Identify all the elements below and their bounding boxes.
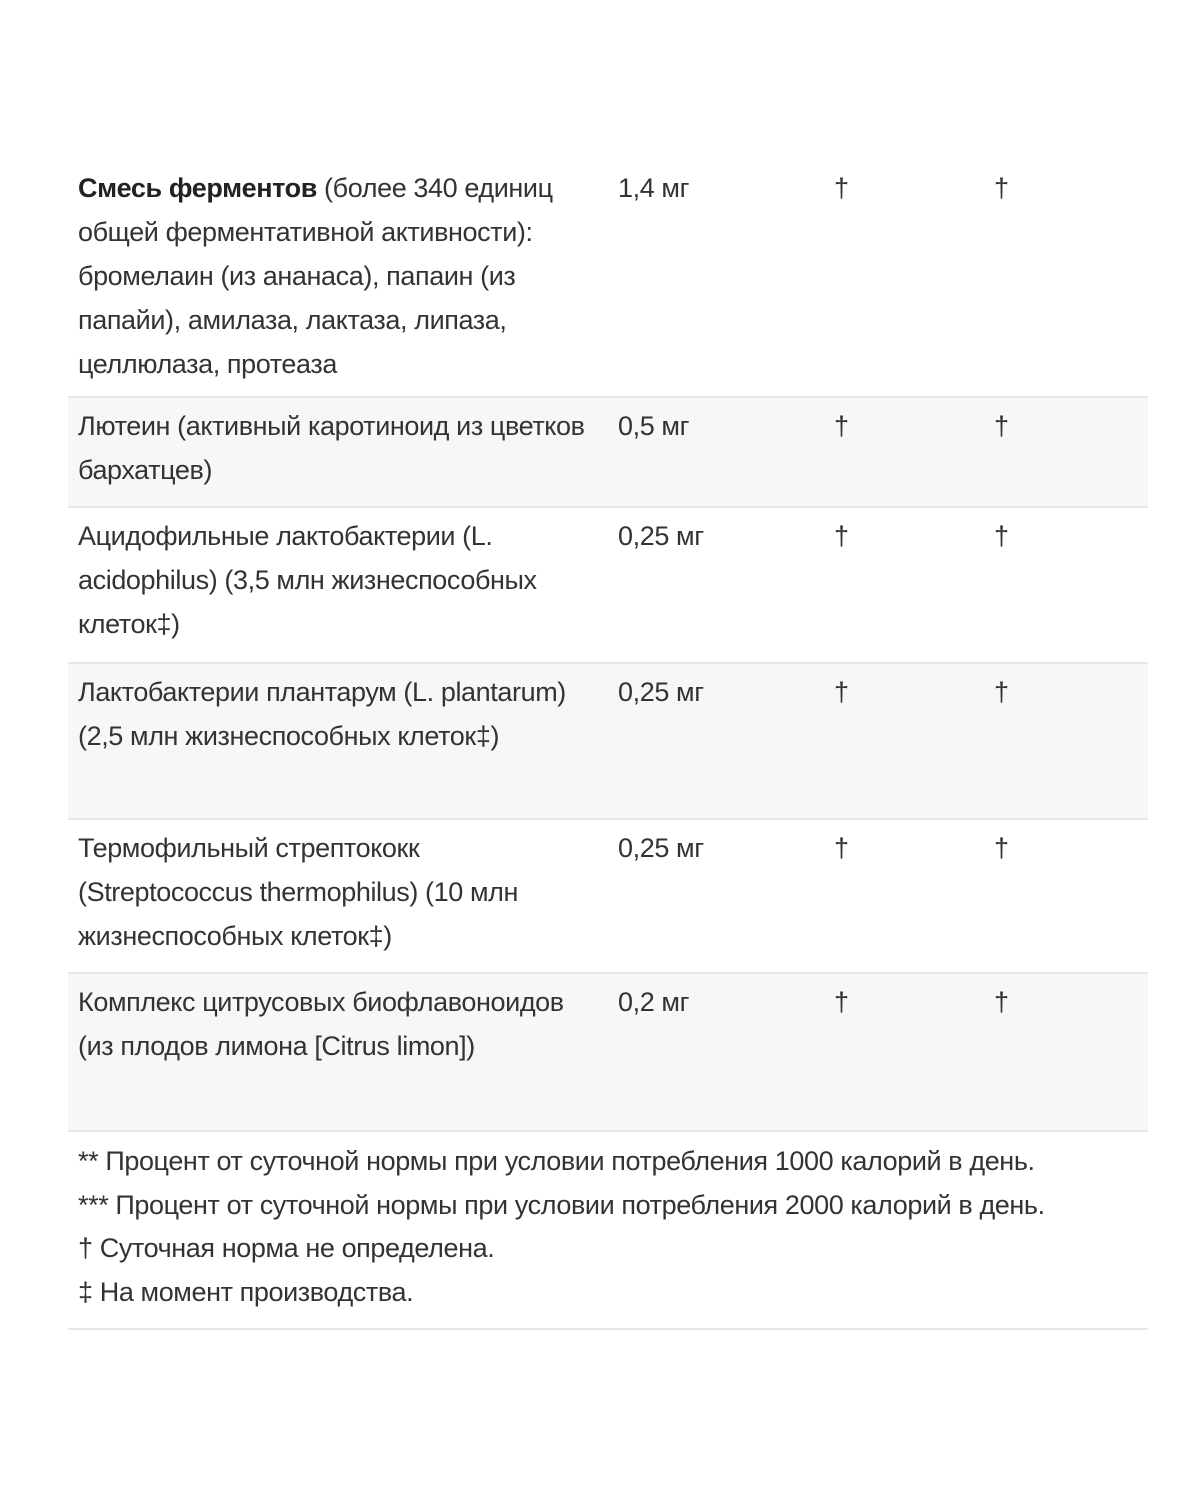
daily-value-2000: † [994,987,1009,1017]
footnote-1000-cal: ** Процент от суточной нормы при условии потребления 1000 калорий в день. [78,1146,1035,1176]
ingredient-name: Ацидофильные лактобактерии (L. acidophilus) (3,5 млн жизнеспособных клеток‡) [78,521,537,639]
footnote-double-dagger: ‡ На момент производства. [78,1276,414,1307]
ingredient-amount: 0,2 мг [618,987,690,1017]
daily-value-2000: † [994,411,1009,441]
ingredient-amount: 0,5 мг [618,411,690,441]
table-row [68,664,1148,820]
ingredient-name-detail: (более 340 единиц общей ферментативной активности): бромелаин (из ананаса), папаин (из папайи), амилаза, лактаза, липаза, целлюлаза, протеаза [78,173,553,379]
footnote-2000-cal: *** Процент от суточной нормы при условии потребления 2000 калорий в день. [78,1189,1045,1220]
ingredient-amount: 1,4 мг [618,173,690,203]
daily-value-1000: † [834,987,849,1017]
daily-value-1000: † [834,833,849,863]
ingredient-name: Лютеин (активный каротиноид из цветков бархатцев) [78,411,585,485]
ingredient-name: Лактобактерии плантарум (L. plantarum) (2,5 млн жизнеспособных клеток‡) [78,677,566,751]
daily-value-2000: † [994,521,1009,551]
ingredient-amount: 0,25 мг [618,833,704,863]
table-row [68,820,1148,974]
footnote-dagger: † Суточная норма не определена. [78,1233,495,1263]
ingredient-amount: 0,25 мг [618,521,704,551]
daily-value-1000: † [834,521,849,551]
ingredient-name: Комплекс цитрусовых биофлавоноидов (из плодов лимона [Citrus limon]) [78,987,564,1061]
ingredient-amount: 0,25 мг [618,677,704,707]
ingredient-name [78,166,598,386]
ingredient-name-bold: Смесь ферментов [78,173,317,203]
daily-value-1000: † [834,411,849,441]
footnotes [68,1130,1148,1330]
table-row [68,398,1148,508]
table-row [68,974,1148,1132]
ingredient-name: Термофильный стрептококк (Streptococcus thermophilus) (10 млн жизнеспособных клеток‡) [78,833,518,951]
daily-value-2000: † [994,173,1009,203]
table-row [68,508,1148,664]
daily-value-2000: † [994,833,1009,863]
daily-value-1000: † [834,677,849,707]
table-row [68,160,1148,398]
supplement-facts-table [68,160,1148,1132]
daily-value-2000: † [994,677,1009,707]
daily-value-1000: † [834,173,849,203]
